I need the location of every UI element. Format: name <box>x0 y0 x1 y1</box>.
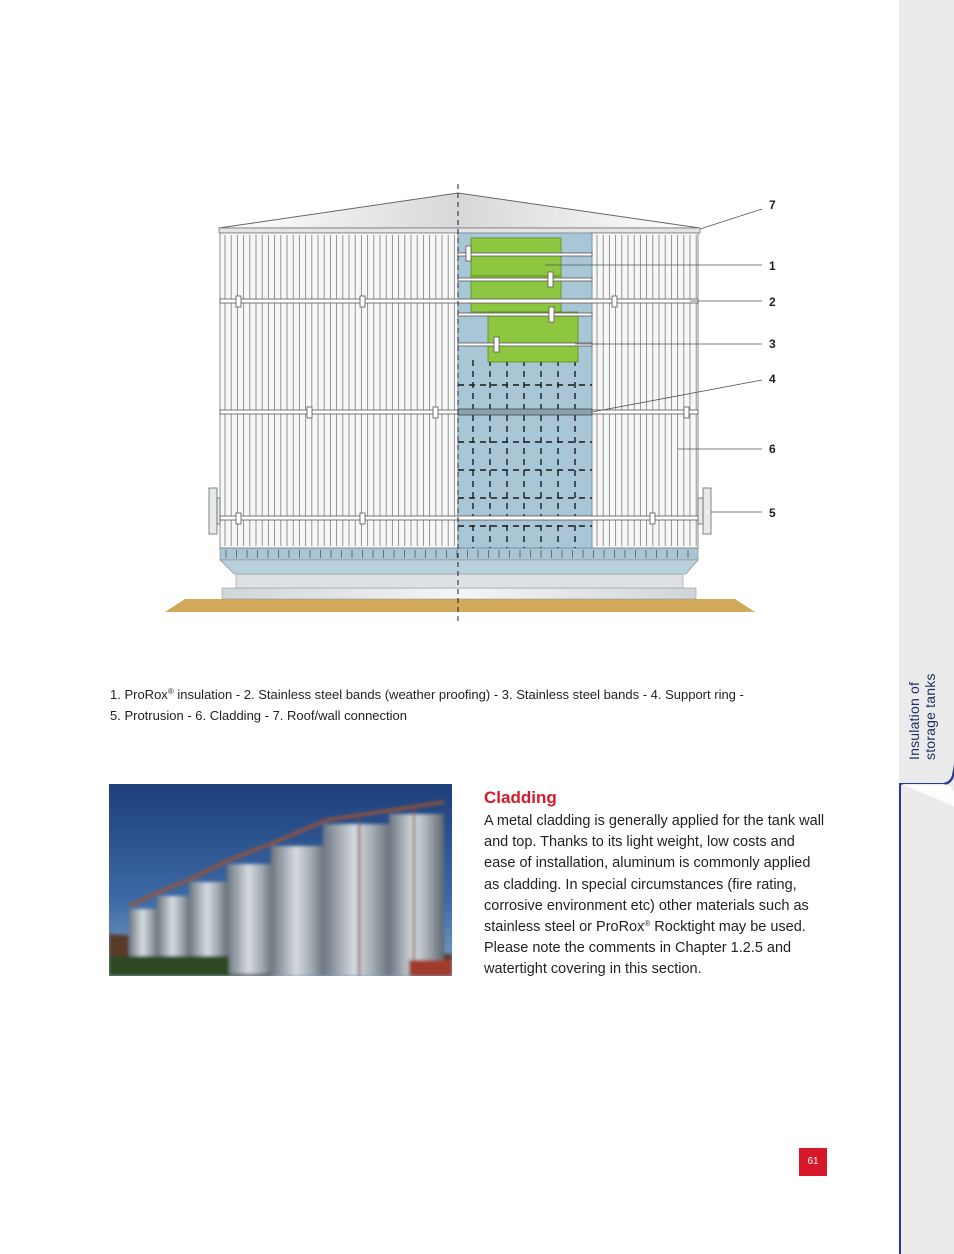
page-number: 61 <box>799 1148 827 1176</box>
foundation-slab <box>222 588 696 599</box>
caption-text: 1. ProRox <box>110 687 168 702</box>
base-plinth <box>236 574 683 588</box>
support-ring <box>458 409 592 415</box>
caption-text: 5. Protrusion - 6. Cladding - 7. Roof/wall connection <box>110 708 407 723</box>
protrusion-left <box>209 488 220 534</box>
protrusion-right <box>698 488 711 534</box>
callout-label: 2 <box>769 295 776 309</box>
diagram-caption <box>110 684 810 726</box>
ground-foundation <box>165 599 755 612</box>
callout-label: 4 <box>769 372 776 386</box>
storage-tanks-photo <box>109 784 452 976</box>
sidebar-title: Insulation of storage tanks <box>906 673 938 760</box>
cladding-right <box>592 233 698 548</box>
callout-label: 7 <box>769 198 776 212</box>
section-heading: Cladding <box>484 788 557 807</box>
body-text-part: Rocktight may be used. Please note the comments in Chapter 1.2.5 and watertight covering in this section. <box>484 919 806 978</box>
prorox-insulation-slab <box>488 312 578 362</box>
prorox-insulation-slab <box>471 238 561 276</box>
tank-roof <box>219 193 700 228</box>
tank-insulation-diagram <box>160 180 800 630</box>
body-text-part: A metal cladding is generally applied for the tank wall and top. Thanks to its light weight, low costs and ease of installation, aluminum is commonly applied as cladding. In special circumstances (fire rating, corrosive environment etc) other materials such as stainless steel or ProRox <box>484 813 825 936</box>
callout-label: 3 <box>769 337 776 351</box>
caption-text: insulation - 2. Stainless steel bands (weather proofing) - 3. Stainless steel bands - 4. Support ring - <box>173 687 744 702</box>
registered-mark: ® <box>167 687 174 696</box>
callout-label: 5 <box>769 506 776 520</box>
registered-mark: ® <box>644 919 651 929</box>
callout-label: 6 <box>769 442 776 456</box>
section-body <box>484 811 829 981</box>
callout-label: 1 <box>769 259 776 273</box>
